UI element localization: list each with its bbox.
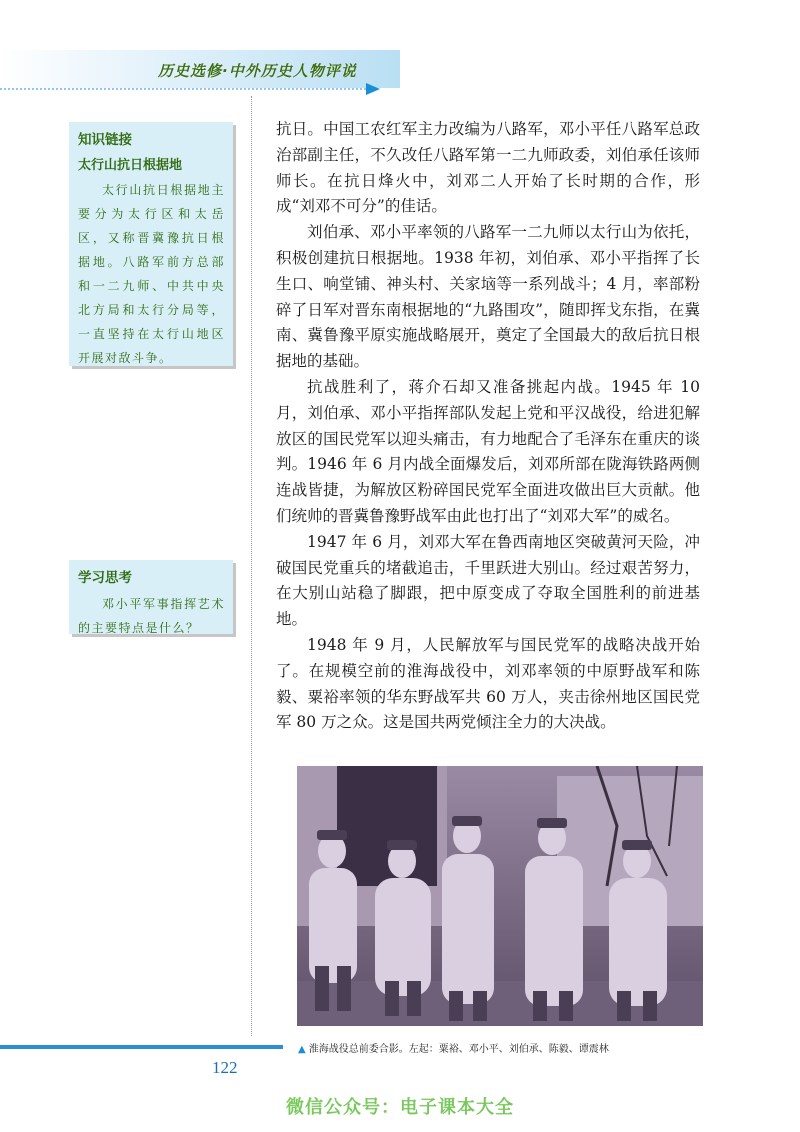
triangle-up-icon: ▲ bbox=[298, 1044, 306, 1055]
knowledge-link-title: 知识链接 bbox=[78, 132, 132, 148]
watermark: 微信公众号：电子课本大全 bbox=[286, 1097, 514, 1118]
header-arrow-icon bbox=[366, 83, 380, 95]
header-dotted-rule bbox=[0, 88, 370, 90]
running-header-title: 历史选修·中外历史人物评说 bbox=[158, 62, 357, 80]
group-photo-illustration bbox=[297, 766, 703, 1026]
main-text bbox=[276, 117, 700, 736]
study-thinking-text: 邓小平军事指挥艺术的主要特点是什么？ bbox=[78, 597, 225, 635]
paragraph: 抗日。中国工农红军主力改编为八路军，邓小平任八路军总政治部副主任，不久改任八路军第一二九师政委，刘伯承任该师师长。在抗日烽火中，刘邓二人开始了长时期的合作，形成“刘邓不可分”的佳话。 bbox=[276, 120, 700, 216]
paragraph: 刘伯承、邓小平率领的八路军一二九师以太行山为依托，积极创建抗日根据地。1938 年初，刘伯承、邓小平指挥了长生口、响堂铺、神头村、关家垴等一系列战斗；4 月，率部粉碎了日军对晋东南根据地的“九路围攻”，随即挥戈东指，在冀南、冀鲁豫平原实施战略展开，奠定了全国最大的敌后抗日根据地的基础。 bbox=[276, 223, 700, 371]
study-thinking-title: 学习思考 bbox=[78, 570, 132, 586]
photo-caption-text: 淮海战役总前委合影。左起：粟裕、邓小平、刘伯承、陈毅、谭震林 bbox=[308, 1044, 609, 1055]
paragraph: 1947 年 6 月，刘邓大军在鲁西南地区突破黄河天险，冲破国民党重兵的堵截追击，千里跃进大别山。经过艰苦努力，在大别山站稳了脚跟，把中原变成了夺取全国胜利的前进基地。 bbox=[276, 532, 700, 629]
page-number: 122 bbox=[212, 1058, 238, 1077]
footer-rule bbox=[0, 1045, 283, 1049]
paragraph: 1948 年 9 月，人民解放军与国民党军的战略决战开始了。在规模空前的淮海战役中，刘邓率领的中原野战军和陈毅、粟裕率领的华东野战军共 60 万人，夹击徐州地区国民党军 80 万之众。这是国共两党倾注全力的大决战。 bbox=[276, 635, 700, 732]
study-thinking-box bbox=[69, 560, 233, 634]
knowledge-link-text: 太行山抗日根据地主要分为太行区和太岳区，又称晋冀豫抗日根据地。八路军前方总部和一二九师、中共中央北方局和太行分局等，一直坚持在太行山地区开展对敌斗争。 bbox=[78, 183, 225, 365]
historical-group-photo bbox=[297, 766, 703, 1026]
paragraph: 抗战胜利了，蒋介石却又准备挑起内战。1945 年 10 月，刘伯承、邓小平指挥部队发起上党和平汉战役，给进犯解放区的国民党军以迎头痛击，有力地配合了毛泽东在重庆的谈判。1946 年 6 月内战全面爆发后，刘邓所部在陇海铁路两侧连战皆捷，为解放区粉碎国民党军全面进攻做出巨大贡献。他们统帅的晋冀鲁豫野战军由此也打出了“刘邓大军”的威名。 bbox=[276, 377, 700, 525]
photo-caption bbox=[298, 1040, 718, 1055]
column-divider bbox=[251, 96, 252, 1036]
knowledge-link-box bbox=[69, 122, 233, 366]
knowledge-link-subtitle: 太行山抗日根据地 bbox=[78, 158, 183, 173]
